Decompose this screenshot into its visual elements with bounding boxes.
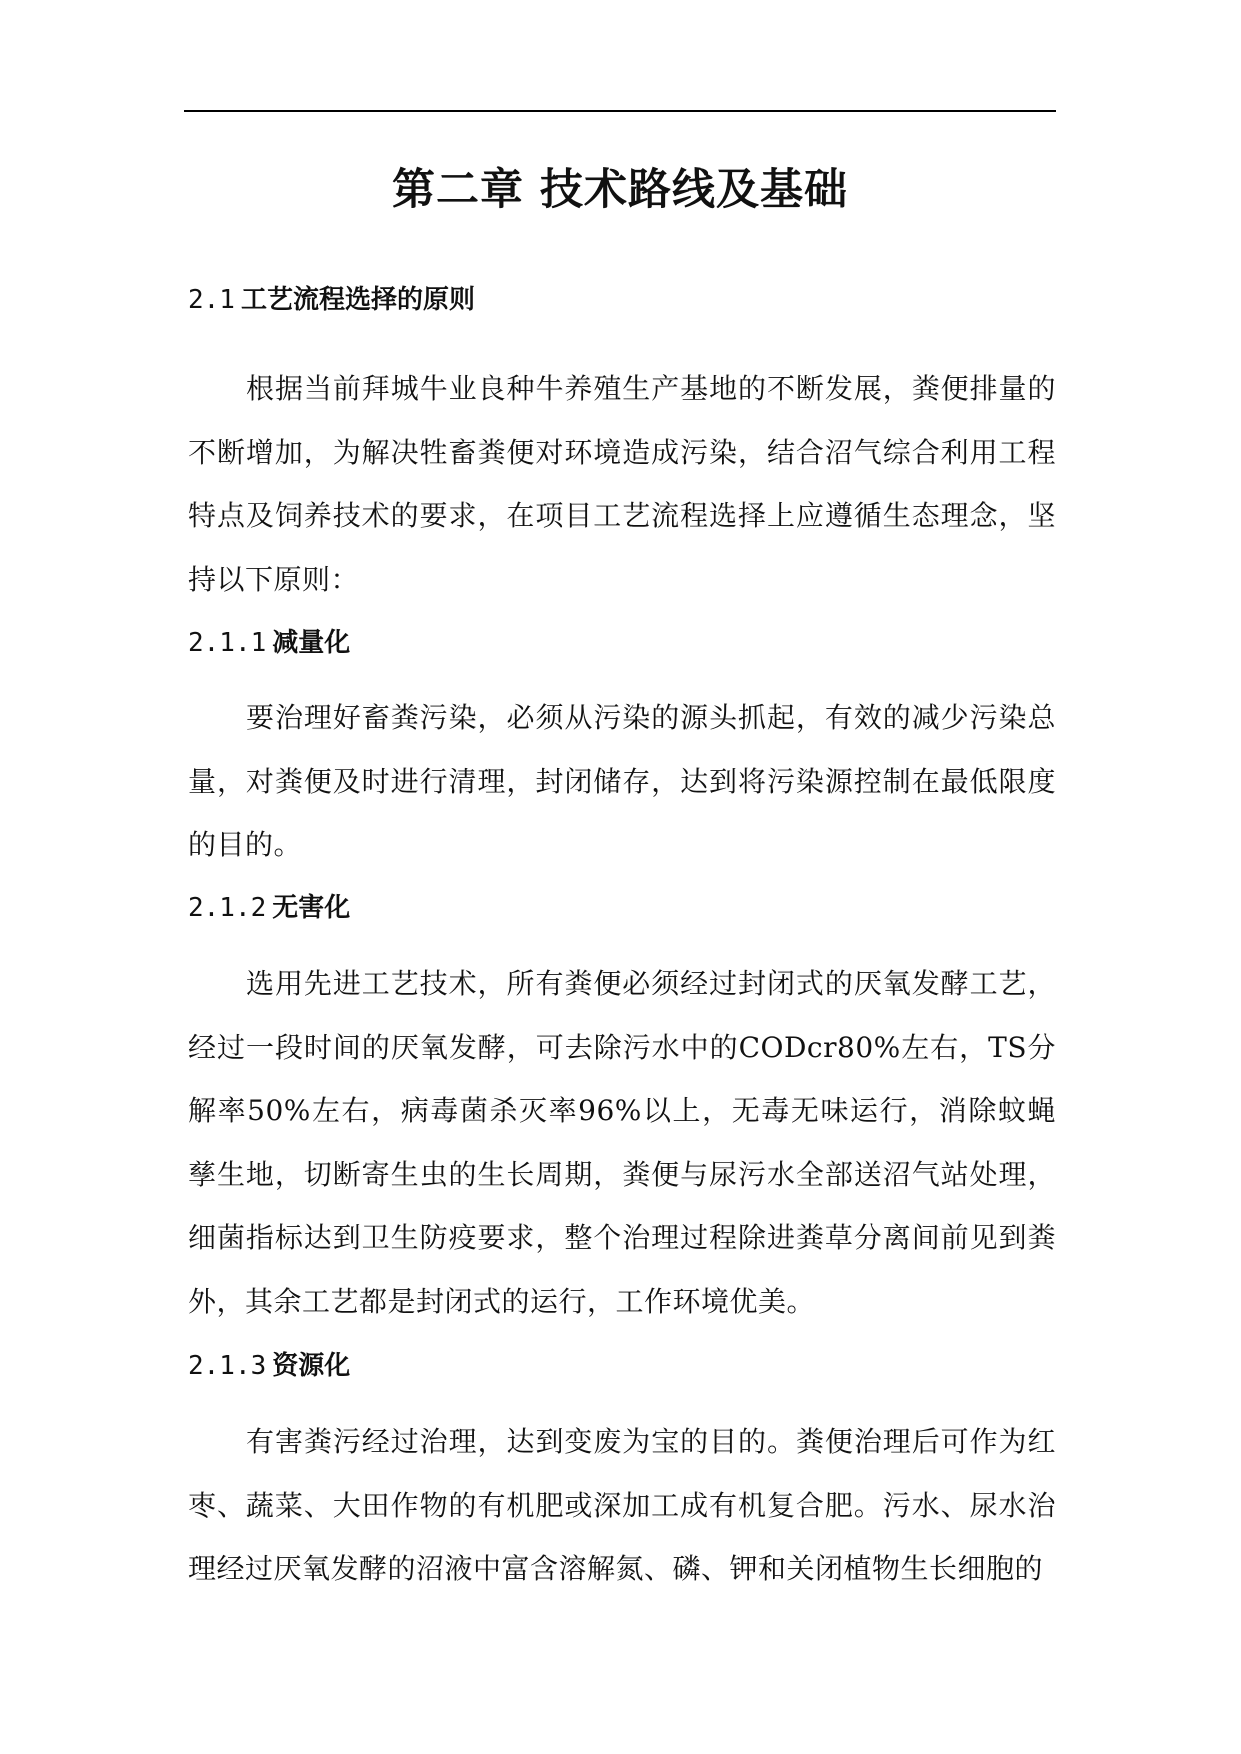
chapter-title: 第二章 技术路线及基础 — [392, 165, 848, 215]
section-title: 资源化 — [272, 1351, 351, 1381]
paragraph-principles-intro: 根据当前拜城牛业良种牛养殖生产基地的不断发展，粪便排量的不断增加，为解决牲畜粪便对环境造成污染，结合沼气综合利用工程特点及饲养技术的要求，在项目工艺流程选择上应遵循生态理念，坚持以下原则： — [188, 372, 1056, 596]
section-heading-2-1-3 — [188, 1348, 350, 1384]
section-title: 减量化 — [272, 628, 351, 658]
section-number: 2.1 — [188, 285, 235, 315]
section-number: 2.1.2 — [188, 893, 267, 923]
section-title: 工艺流程选择的原则 — [240, 285, 475, 315]
section-heading-2-1-1 — [188, 625, 350, 661]
section-number: 2.1.1 — [188, 628, 267, 658]
section-heading-2-1-2 — [188, 890, 350, 926]
paragraph-resource: 有害粪污经过治理，达到变废为宝的目的。粪便治理后可作为红枣、蔬菜、大田作物的有机肥或深加工成有机复合肥。污水、尿水治理经过厌氧发酵的沼液中富含溶解氮、磷、钾和关闭植物生长细胞的 — [188, 1425, 1056, 1585]
paragraph-harmless: 选用先进工艺技术，所有粪便必须经过封闭式的厌氧发酵工艺，经过一段时间的厌氧发酵，可去除污水中的CODcr80%左右，TS分解率50%左右，病毒菌杀灭率96%以上，无毒无味运行，消除蚊蝇孳生地，切断寄生虫的生长周期，粪便与尿污水全部送沼气站处理，细菌指标达到卫生防疫要求，整个治理过程除进粪草分离间前见到粪外，其余工艺都是封闭式的运行，工作环境优美。 — [188, 967, 1056, 1318]
section-title: 无害化 — [272, 893, 351, 923]
paragraph-reduction: 要治理好畜粪污染，必须从污染的源头抓起，有效的减少污染总量，对粪便及时进行清理，封闭储存，达到将污染源控制在最低限度的目的。 — [188, 701, 1056, 861]
header-rule — [184, 110, 1056, 112]
section-heading-2-1 — [188, 282, 475, 318]
section-number: 2.1.3 — [188, 1351, 267, 1381]
